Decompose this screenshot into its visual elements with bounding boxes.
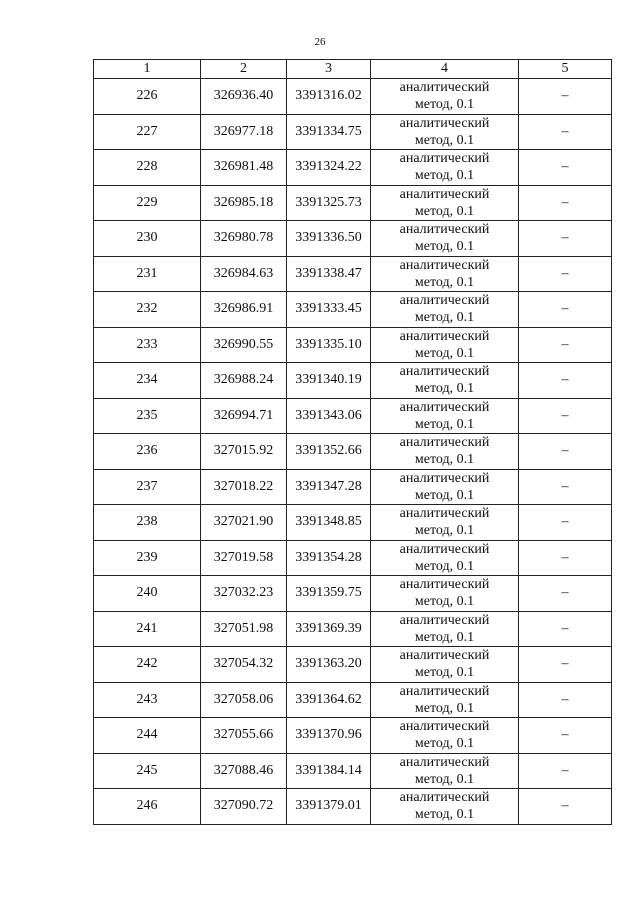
point-number: 246: [94, 789, 201, 825]
table-row: [94, 611, 612, 647]
coord-x: 326977.18: [201, 114, 287, 150]
coord-y: 3391359.75: [287, 576, 371, 612]
note-cell: –: [519, 327, 612, 363]
method-cell: [371, 150, 519, 186]
header-col-2: 2: [201, 60, 287, 79]
coord-y: 3391325.73: [287, 185, 371, 221]
note-cell: –: [519, 434, 612, 470]
point-number: 231: [94, 256, 201, 292]
coord-y: 3391369.39: [287, 611, 371, 647]
point-number: 236: [94, 434, 201, 470]
point-number: 238: [94, 505, 201, 541]
table-row: [94, 114, 612, 150]
note-cell: –: [519, 363, 612, 399]
method-cell: [371, 434, 519, 470]
coord-y: 3391348.85: [287, 505, 371, 541]
method-cell: [371, 256, 519, 292]
method-line-2: метод, 0.1: [414, 594, 475, 610]
coord-x: 327051.98: [201, 611, 287, 647]
method-line-2: метод, 0.1: [414, 310, 475, 326]
header-col-3: 3: [287, 60, 371, 79]
method-line-1: аналитический: [399, 541, 490, 557]
page-number: 26: [314, 36, 326, 48]
table-row: [94, 221, 612, 257]
method-cell: [371, 221, 519, 257]
point-number: 226: [94, 79, 201, 115]
coord-y: 3391384.14: [287, 753, 371, 789]
method-cell: [371, 789, 519, 825]
coord-x: 326981.48: [201, 150, 287, 186]
coord-y: 3391338.47: [287, 256, 371, 292]
method-line-1: аналитический: [399, 683, 490, 699]
method-line-2: метод, 0.1: [414, 132, 475, 148]
point-number: 244: [94, 718, 201, 754]
table-row: [94, 682, 612, 718]
coord-y: 3391334.75: [287, 114, 371, 150]
method-line-1: аналитический: [399, 293, 490, 309]
note-cell: –: [519, 150, 612, 186]
method-line-2: метод, 0.1: [414, 203, 475, 219]
table-row: [94, 789, 612, 825]
note-cell: –: [519, 114, 612, 150]
method-line-2: метод, 0.1: [414, 771, 475, 787]
method-cell: [371, 576, 519, 612]
point-number: 243: [94, 682, 201, 718]
note-cell: –: [519, 79, 612, 115]
coord-x: 326980.78: [201, 221, 287, 257]
note-cell: –: [519, 256, 612, 292]
coord-x: 327019.58: [201, 540, 287, 576]
method-cell: [371, 505, 519, 541]
method-line-1: аналитический: [399, 754, 490, 770]
note-cell: –: [519, 647, 612, 683]
method-line-1: аналитический: [399, 790, 490, 806]
method-line-1: аналитический: [399, 506, 490, 522]
coord-x: 326984.63: [201, 256, 287, 292]
coord-x: 327088.46: [201, 753, 287, 789]
point-number: 241: [94, 611, 201, 647]
note-cell: –: [519, 221, 612, 257]
note-cell: –: [519, 611, 612, 647]
method-line-2: метод, 0.1: [414, 239, 475, 255]
method-line-1: аналитический: [399, 364, 490, 380]
note-cell: –: [519, 505, 612, 541]
note-cell: –: [519, 540, 612, 576]
method-line-1: аналитический: [399, 186, 490, 202]
note-cell: –: [519, 789, 612, 825]
note-cell: –: [519, 718, 612, 754]
table-row: [94, 505, 612, 541]
point-number: 239: [94, 540, 201, 576]
method-cell: [371, 469, 519, 505]
method-cell: [371, 682, 519, 718]
note-cell: –: [519, 682, 612, 718]
method-line-1: аналитический: [399, 80, 490, 96]
method-cell: [371, 79, 519, 115]
coord-x: 327055.66: [201, 718, 287, 754]
coord-y: 3391340.19: [287, 363, 371, 399]
method-cell: [371, 327, 519, 363]
method-cell: [371, 753, 519, 789]
method-line-2: метод, 0.1: [414, 97, 475, 113]
coord-y: 3391324.22: [287, 150, 371, 186]
method-line-2: метод, 0.1: [414, 274, 475, 290]
coord-y: 3391363.20: [287, 647, 371, 683]
method-line-1: аналитический: [399, 115, 490, 131]
point-number: 245: [94, 753, 201, 789]
table-row: [94, 150, 612, 186]
coord-y: 3391335.10: [287, 327, 371, 363]
coord-y: 3391364.62: [287, 682, 371, 718]
method-cell: [371, 647, 519, 683]
coord-x: 327058.06: [201, 682, 287, 718]
coord-y: 3391347.28: [287, 469, 371, 505]
point-number: 233: [94, 327, 201, 363]
method-line-2: метод, 0.1: [414, 345, 475, 361]
coord-x: 326986.91: [201, 292, 287, 328]
note-cell: –: [519, 398, 612, 434]
coord-y: 3391352.66: [287, 434, 371, 470]
point-number: 237: [94, 469, 201, 505]
method-line-1: аналитический: [399, 399, 490, 415]
coord-x: 327015.92: [201, 434, 287, 470]
method-cell: [371, 292, 519, 328]
method-cell: [371, 114, 519, 150]
coordinates-table: [93, 59, 612, 825]
table-row: [94, 469, 612, 505]
coord-x: 327018.22: [201, 469, 287, 505]
method-line-1: аналитический: [399, 648, 490, 664]
note-cell: –: [519, 469, 612, 505]
method-line-2: метод, 0.1: [414, 381, 475, 397]
method-line-2: метод, 0.1: [414, 736, 475, 752]
method-cell: [371, 363, 519, 399]
table-row: [94, 647, 612, 683]
coord-x: 326988.24: [201, 363, 287, 399]
coord-y: 3391336.50: [287, 221, 371, 257]
point-number: 228: [94, 150, 201, 186]
method-line-1: аналитический: [399, 435, 490, 451]
point-number: 232: [94, 292, 201, 328]
method-line-1: аналитический: [399, 151, 490, 167]
method-line-2: метод, 0.1: [414, 700, 475, 716]
note-cell: –: [519, 185, 612, 221]
coord-y: 3391354.28: [287, 540, 371, 576]
table-header-row: [94, 60, 612, 79]
method-line-1: аналитический: [399, 612, 490, 628]
coord-x: 326990.55: [201, 327, 287, 363]
table-row: [94, 576, 612, 612]
point-number: 235: [94, 398, 201, 434]
coord-x: 327054.32: [201, 647, 287, 683]
method-line-2: метод, 0.1: [414, 416, 475, 432]
point-number: 230: [94, 221, 201, 257]
method-line-1: аналитический: [399, 328, 490, 344]
table-row: [94, 398, 612, 434]
point-number: 234: [94, 363, 201, 399]
method-line-1: аналитический: [399, 222, 490, 238]
header-col-4: 4: [371, 60, 519, 79]
point-number: 242: [94, 647, 201, 683]
method-cell: [371, 398, 519, 434]
coord-x: 327032.23: [201, 576, 287, 612]
coord-x: 326994.71: [201, 398, 287, 434]
header-col-5: 5: [519, 60, 612, 79]
table-row: [94, 327, 612, 363]
method-line-2: метод, 0.1: [414, 523, 475, 539]
method-line-2: метод, 0.1: [414, 665, 475, 681]
method-line-2: метод, 0.1: [414, 558, 475, 574]
point-number: 227: [94, 114, 201, 150]
method-line-2: метод, 0.1: [414, 629, 475, 645]
table-row: [94, 434, 612, 470]
table-row: [94, 185, 612, 221]
method-line-1: аналитический: [399, 470, 490, 486]
note-cell: –: [519, 753, 612, 789]
method-line-1: аналитический: [399, 719, 490, 735]
coord-y: 3391316.02: [287, 79, 371, 115]
method-line-2: метод, 0.1: [414, 452, 475, 468]
table-row: [94, 753, 612, 789]
point-number: 240: [94, 576, 201, 612]
note-cell: –: [519, 292, 612, 328]
point-number: 229: [94, 185, 201, 221]
coord-y: 3391333.45: [287, 292, 371, 328]
coord-y: 3391379.01: [287, 789, 371, 825]
table-body: [94, 79, 612, 825]
coord-x: 327090.72: [201, 789, 287, 825]
coord-x: 326985.18: [201, 185, 287, 221]
table-row: [94, 540, 612, 576]
table-row: [94, 363, 612, 399]
coord-y: 3391343.06: [287, 398, 371, 434]
method-line-1: аналитический: [399, 577, 490, 593]
header-col-1: 1: [94, 60, 201, 79]
method-cell: [371, 540, 519, 576]
method-line-2: метод, 0.1: [414, 168, 475, 184]
coord-y: 3391370.96: [287, 718, 371, 754]
table-row: [94, 292, 612, 328]
coord-x: 327021.90: [201, 505, 287, 541]
table-row: [94, 718, 612, 754]
table-row: [94, 79, 612, 115]
method-line-2: метод, 0.1: [414, 487, 475, 503]
table-row: [94, 256, 612, 292]
note-cell: –: [519, 576, 612, 612]
method-line-1: аналитический: [399, 257, 490, 273]
coord-x: 326936.40: [201, 79, 287, 115]
method-cell: [371, 185, 519, 221]
method-line-2: метод, 0.1: [414, 807, 475, 823]
method-cell: [371, 718, 519, 754]
method-cell: [371, 611, 519, 647]
